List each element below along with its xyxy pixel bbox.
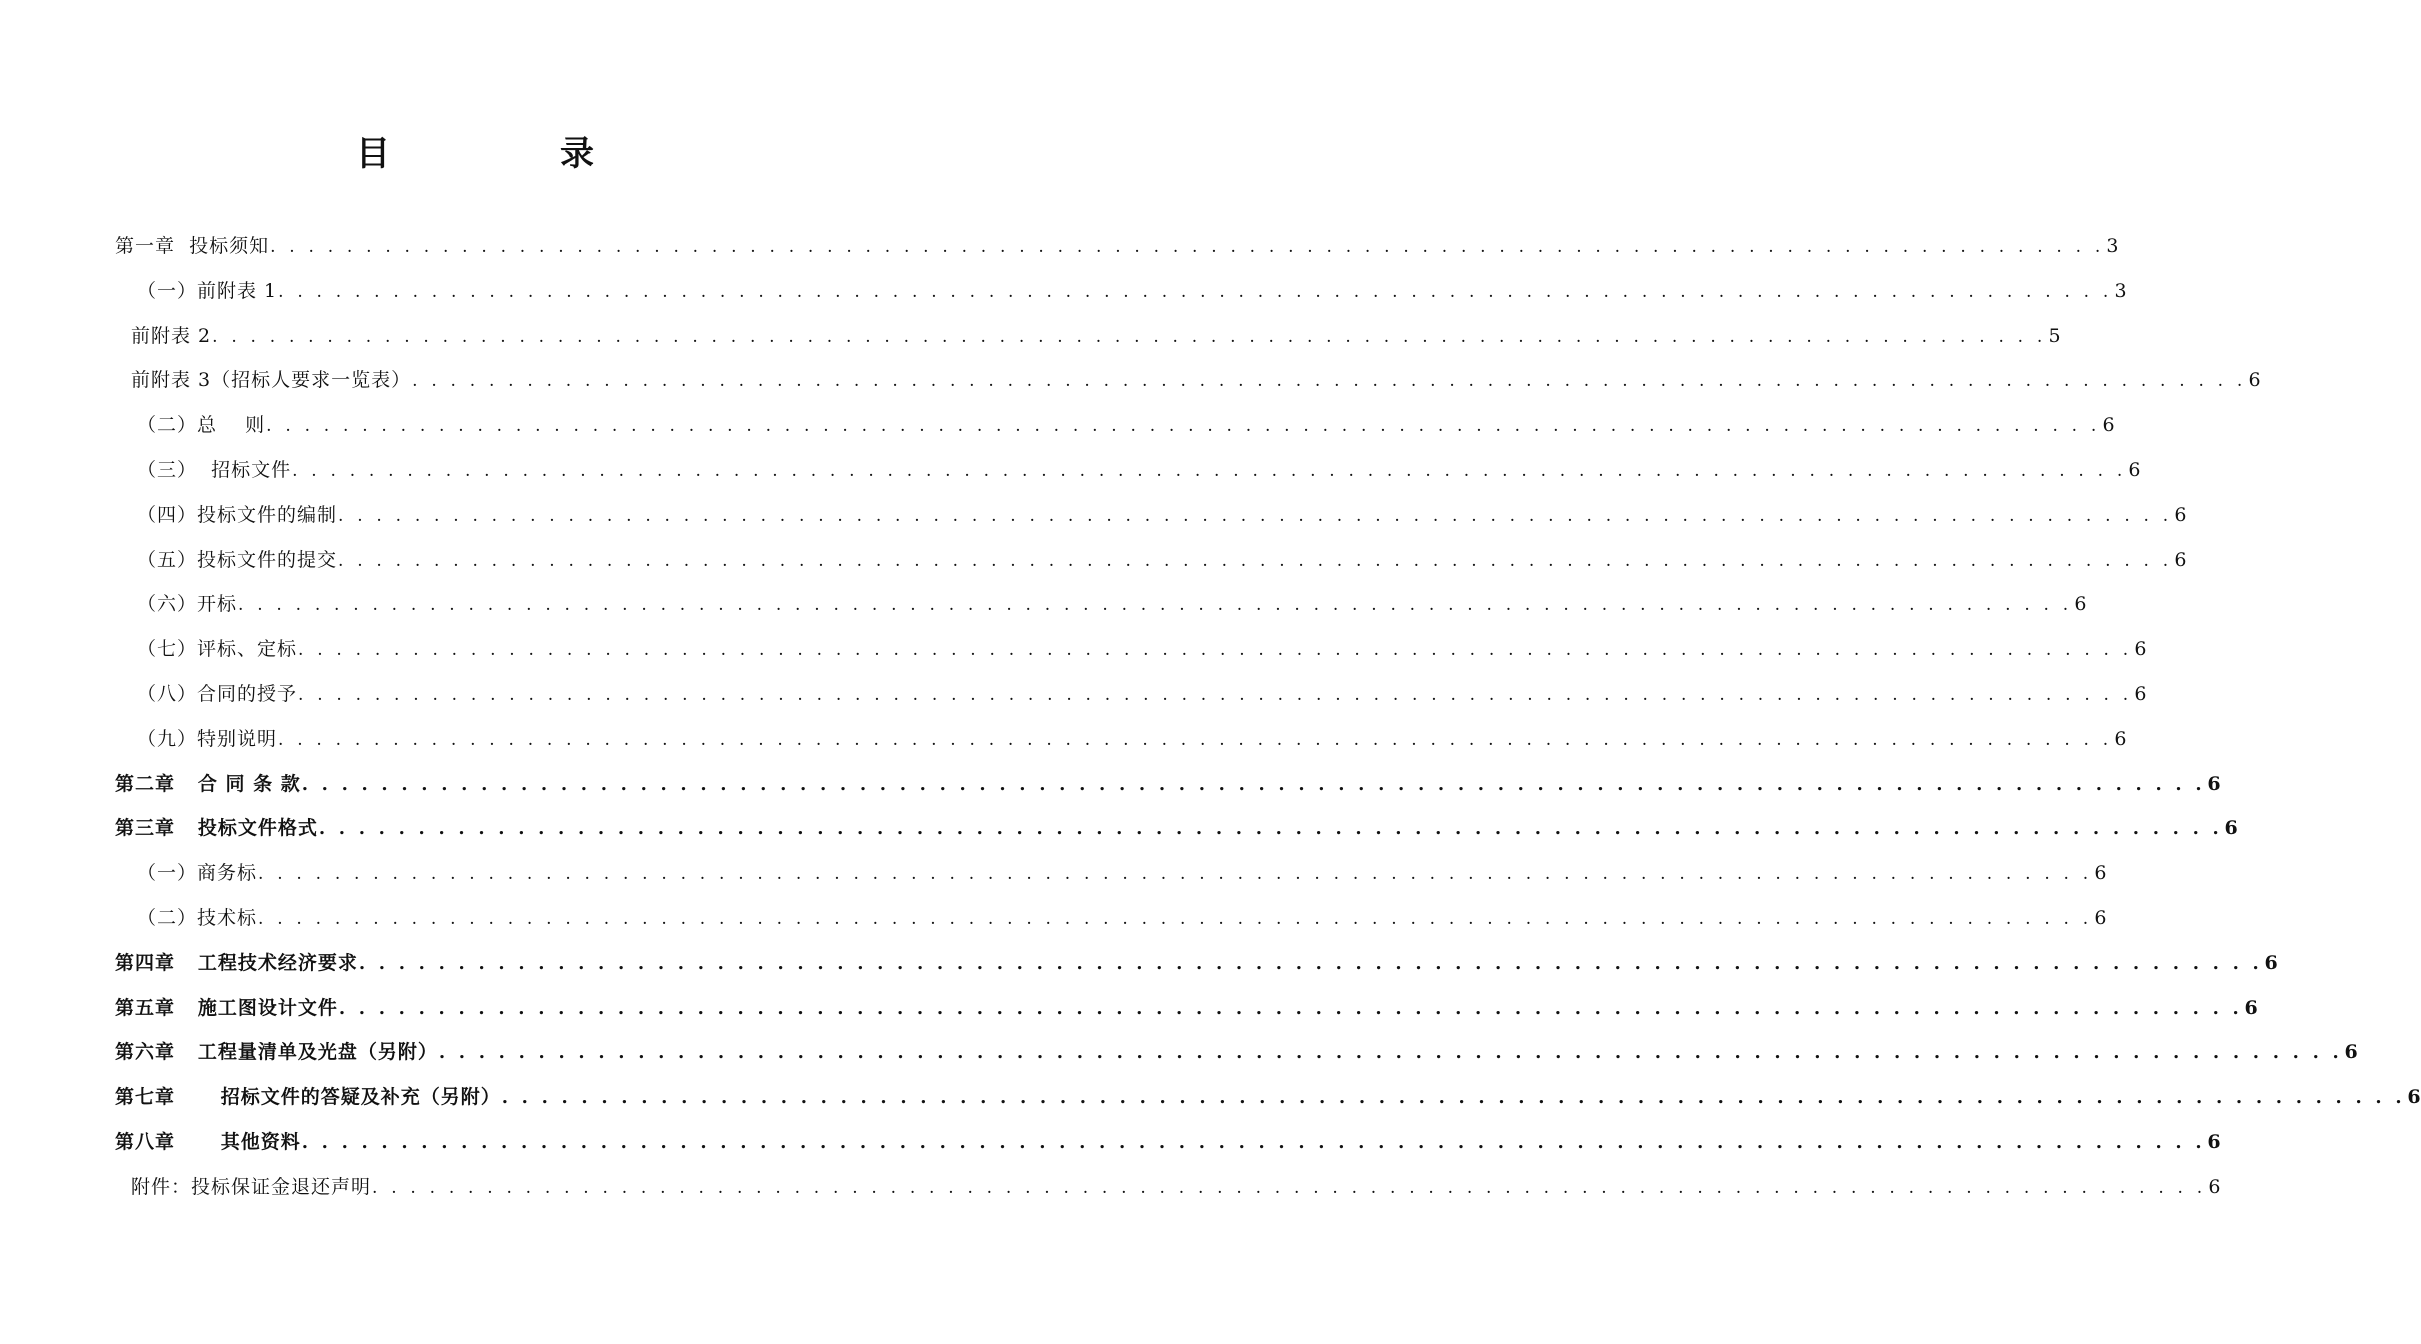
toc-entry-label: （六）开标 <box>137 593 238 615</box>
toc-dot-leader: . . . . . . . . . . . . . . . . . . . . . . . . . . . . . . . . . . . . . . . . . . . . . . . . . . . . . . . . . . . . . . . . . . . . . . . . . . . . . . . . . . . . . . . . . . . . . . . . <box>301 1132 2206 1153</box>
toc-dot-leader: . . . . . . . . . . . . . . . . . . . . . . . . . . . . . . . . . . . . . . . . . . . . . . . . . . . . . . . . . . . . . . . . . . . . . . . . . . . . . . . . . . . . . . . . . . . . . . . . <box>238 595 2073 615</box>
toc-entry[interactable] <box>137 853 2107 893</box>
toc-entry-label: （二）总 则 <box>137 414 266 436</box>
toc-entry[interactable] <box>137 719 2127 759</box>
toc-entry[interactable] <box>137 674 2147 714</box>
toc-entry[interactable] <box>137 271 2127 311</box>
toc-dot-leader: . . . . . . . . . . . . . . . . . . . . . . . . . . . . . . . . . . . . . . . . . . . . . . . . . . . . . . . . . . . . . . . . . . . . . . . . . . . . . . . . . . . . . . . . . . . . . . . . <box>278 282 2113 302</box>
toc-entry-label: （九）特别说明 <box>137 728 278 750</box>
toc-page-number: 6 <box>2244 997 2258 1019</box>
toc-page-number: 6 <box>2344 1041 2358 1063</box>
toc-dot-leader: . . . . . . . . . . . . . . . . . . . . . . . . . . . . . . . . . . . . . . . . . . . . . . . . . . . . . . . . . . . . . . . . . . . . . . . . . . . . . . . . . . . . . . . . . . . . . . . . <box>278 730 2113 750</box>
toc-page-number: 6 <box>2174 504 2187 526</box>
toc-dot-leader: . . . . . . . . . . . . . . . . . . . . . . . . . . . . . . . . . . . . . . . . . . . . . . . . . . . . . . . . . . . . . . . . . . . . . . . . . . . . . . . . . . . . . . . . . . . . . . . . <box>301 774 2206 795</box>
toc-page-number: 6 <box>2094 907 2107 929</box>
toc-entry-label: （一）前附表 1 <box>137 280 278 302</box>
toc-entry[interactable] <box>131 316 2061 356</box>
toc-entry-label: （二）技术标 <box>137 907 258 929</box>
toc-entry-label: （三） 招标文件 <box>137 459 292 481</box>
toc-page-number: 6 <box>2208 1176 2221 1198</box>
toc-entry[interactable] <box>115 988 2258 1028</box>
toc-dot-leader: . . . . . . . . . . . . . . . . . . . . . . . . . . . . . . . . . . . . . . . . . . . . . . . . . . . . . . . . . . . . . . . . . . . . . . . . . . . . . . . . . . . . . . . . . . . . . . . . <box>258 909 2093 929</box>
toc-entry-label: 第四章 工程技术经济要求 <box>115 952 358 974</box>
toc-dot-leader: . . . . . . . . . . . . . . . . . . . . . . . . . . . . . . . . . . . . . . . . . . . . . . . . . . . . . . . . . . . . . . . . . . . . . . . . . . . . . . . . . . . . . . . . . . . . . . . . <box>212 327 2047 347</box>
toc-entry[interactable] <box>115 1077 2421 1117</box>
toc-page-number: 3 <box>2106 235 2119 257</box>
toc-page-number: 6 <box>2094 862 2107 884</box>
toc-entry-label: 附件：投标保证金退还声明 <box>131 1176 372 1198</box>
toc-entry-label: （八）合同的授予 <box>137 683 298 705</box>
toc-dot-leader: . . . . . . . . . . . . . . . . . . . . . . . . . . . . . . . . . . . . . . . . . . . . . . . . . . . . . . . . . . . . . . . . . . . . . . . . . . . . . . . . . . . . . . . . . . . . . . . . <box>318 818 2223 839</box>
toc-page-number: 6 <box>2207 773 2221 795</box>
toc-page-number: 6 <box>2174 549 2187 571</box>
toc-dot-leader: . . . . . . . . . . . . . . . . . . . . . . . . . . . . . . . . . . . . . . . . . . . . . . . . . . . . . . . . . . . . . . . . . . . . . . . . . . . . . . . . . . . . . . . . . . . . . . . . <box>270 237 2105 257</box>
toc-page-number: 6 <box>2248 369 2261 391</box>
toc-entry[interactable] <box>137 495 2187 535</box>
toc-entry-label: 第六章 工程量清单及光盘（另附） <box>115 1041 438 1063</box>
toc-dot-leader: . . . . . . . . . . . . . . . . . . . . . . . . . . . . . . . . . . . . . . . . . . . . . . . . . . . . . . . . . . . . . . . . . . . . . . . . . . . . . . . . . . . . . . . . . . . . . . . . <box>298 685 2133 705</box>
toc-dot-leader: . . . . . . . . . . . . . . . . . . . . . . . . . . . . . . . . . . . . . . . . . . . . . . . . . . . . . . . . . . . . . . . . . . . . . . . . . . . . . . . . . . . . . . . . . . . . . . . . <box>372 1178 2207 1198</box>
toc-entry-label: （五）投标文件的提交 <box>137 549 338 571</box>
toc-entry[interactable] <box>137 584 2087 624</box>
toc-entry-label: 第一章 投标须知 <box>115 235 270 257</box>
toc-page-number: 6 <box>2224 817 2238 839</box>
page-title: 目 录 <box>356 134 662 174</box>
toc-page-number: 5 <box>2048 325 2061 347</box>
toc-page-number: 6 <box>2207 1131 2221 1153</box>
toc-entry[interactable] <box>137 405 2115 445</box>
toc-entry[interactable] <box>131 1167 2221 1207</box>
toc-entry[interactable] <box>115 943 2278 983</box>
toc-entry-label: 前附表 3（招标人要求一览表） <box>131 369 412 391</box>
toc-entry-label: 第二章 合 同 条 款 <box>115 773 301 795</box>
toc-page-number: 6 <box>2407 1086 2421 1108</box>
toc-page-number: 3 <box>2114 280 2127 302</box>
toc-page-number: 6 <box>2102 414 2115 436</box>
toc-entry-label: 第七章 招标文件的答疑及补充（另附） <box>115 1086 501 1108</box>
toc-entry[interactable] <box>137 629 2147 669</box>
toc-entry[interactable] <box>137 450 2141 490</box>
toc-dot-leader: . . . . . . . . . . . . . . . . . . . . . . . . . . . . . . . . . . . . . . . . . . . . . . . . . . . . . . . . . . . . . . . . . . . . . . . . . . . . . . . . . . . . . . . . . . . . . . . . <box>338 998 2243 1019</box>
toc-dot-leader: . . . . . . . . . . . . . . . . . . . . . . . . . . . . . . . . . . . . . . . . . . . . . . . . . . . . . . . . . . . . . . . . . . . . . . . . . . . . . . . . . . . . . . . . . . . . . . . . <box>438 1042 2343 1063</box>
toc-page-number: 6 <box>2128 459 2141 481</box>
toc-entry[interactable] <box>137 898 2107 938</box>
toc-entry[interactable] <box>115 1122 2221 1162</box>
toc-page-number: 6 <box>2134 683 2147 705</box>
toc-entry-label: 第八章 其他资料 <box>115 1131 301 1153</box>
toc-entry[interactable] <box>115 226 2119 266</box>
toc-entry[interactable] <box>115 764 2221 804</box>
toc-page-number: 6 <box>2114 728 2127 750</box>
toc-dot-leader: . . . . . . . . . . . . . . . . . . . . . . . . . . . . . . . . . . . . . . . . . . . . . . . . . . . . . . . . . . . . . . . . . . . . . . . . . . . . . . . . . . . . . . . . . . . . . . . . <box>412 371 2247 391</box>
toc-dot-leader: . . . . . . . . . . . . . . . . . . . . . . . . . . . . . . . . . . . . . . . . . . . . . . . . . . . . . . . . . . . . . . . . . . . . . . . . . . . . . . . . . . . . . . . . . . . . . . . . <box>258 864 2093 884</box>
toc-page-number: 6 <box>2134 638 2147 660</box>
toc-entry-label: （四）投标文件的编制 <box>137 504 338 526</box>
toc-dot-leader: . . . . . . . . . . . . . . . . . . . . . . . . . . . . . . . . . . . . . . . . . . . . . . . . . . . . . . . . . . . . . . . . . . . . . . . . . . . . . . . . . . . . . . . . . . . . . . . . <box>292 461 2127 481</box>
toc-entry[interactable] <box>137 540 2187 580</box>
toc-entry-label: （七）评标、定标 <box>137 638 298 660</box>
toc-dot-leader: . . . . . . . . . . . . . . . . . . . . . . . . . . . . . . . . . . . . . . . . . . . . . . . . . . . . . . . . . . . . . . . . . . . . . . . . . . . . . . . . . . . . . . . . . . . . . . . . <box>358 953 2263 974</box>
toc-dot-leader: . . . . . . . . . . . . . . . . . . . . . . . . . . . . . . . . . . . . . . . . . . . . . . . . . . . . . . . . . . . . . . . . . . . . . . . . . . . . . . . . . . . . . . . . . . . . . . . . <box>338 551 2173 571</box>
toc-entry[interactable] <box>115 1032 2358 1072</box>
toc-entry-label: （一）商务标 <box>137 862 258 884</box>
toc-dot-leader: . . . . . . . . . . . . . . . . . . . . . . . . . . . . . . . . . . . . . . . . . . . . . . . . . . . . . . . . . . . . . . . . . . . . . . . . . . . . . . . . . . . . . . . . . . . . . . . . <box>266 416 2101 436</box>
toc-dot-leader: . . . . . . . . . . . . . . . . . . . . . . . . . . . . . . . . . . . . . . . . . . . . . . . . . . . . . . . . . . . . . . . . . . . . . . . . . . . . . . . . . . . . . . . . . . . . . . . . <box>338 506 2173 526</box>
toc-entry-label: 前附表 2 <box>131 325 212 347</box>
toc-entry[interactable] <box>131 360 2261 400</box>
toc-entry-label: 第五章 施工图设计文件 <box>115 997 338 1019</box>
toc-page-number: 6 <box>2264 952 2278 974</box>
toc-dot-leader: . . . . . . . . . . . . . . . . . . . . . . . . . . . . . . . . . . . . . . . . . . . . . . . . . . . . . . . . . . . . . . . . . . . . . . . . . . . . . . . . . . . . . . . . . . . . . . . . <box>501 1087 2406 1108</box>
toc-dot-leader: . . . . . . . . . . . . . . . . . . . . . . . . . . . . . . . . . . . . . . . . . . . . . . . . . . . . . . . . . . . . . . . . . . . . . . . . . . . . . . . . . . . . . . . . . . . . . . . . <box>298 640 2133 660</box>
toc-entry-label: 第三章 投标文件格式 <box>115 817 318 839</box>
toc-entry[interactable] <box>115 808 2238 848</box>
toc-page-number: 6 <box>2074 593 2087 615</box>
